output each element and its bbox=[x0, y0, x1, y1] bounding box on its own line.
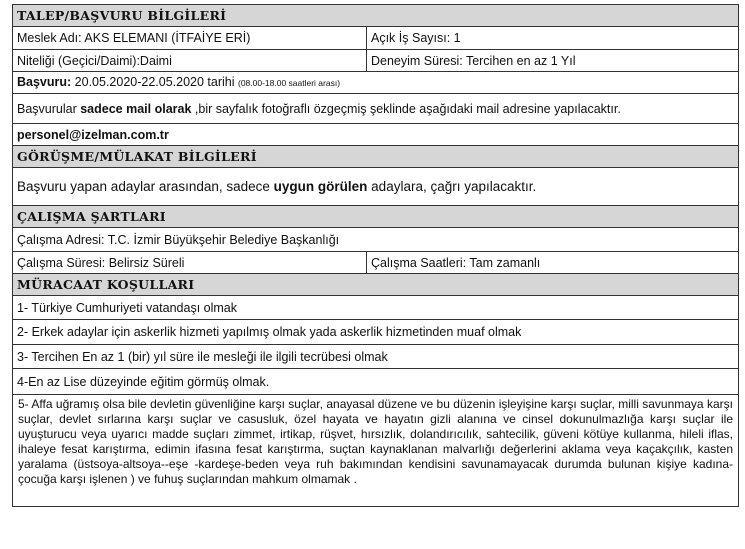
gorusme-text-pre: Başvuru yapan adaylar arasından, sadece bbox=[17, 178, 274, 194]
section-header-gorusme: GÖRÜŞME/MÜLAKAT BİLGİLERİ bbox=[13, 146, 739, 168]
basvuru-hours: (08.00-18.00 saatleri arası) bbox=[237, 78, 341, 88]
muracaat-item-2: 2- Erkek adaylar için askerlik hizmeti yapılmış olmak yada askerlik hizmetinden muaf olmak bbox=[13, 320, 739, 345]
basvurular-row bbox=[13, 94, 739, 124]
section-header-calisma: ÇALIŞMA ŞARTLARI bbox=[13, 206, 739, 228]
basvuru-label: Başvuru: bbox=[17, 75, 72, 89]
deneyim-suresi: Deneyim Süresi: Tercihen en az 1 Yıl bbox=[367, 50, 739, 72]
email-address: personel@izelman.com.tr bbox=[13, 124, 739, 146]
meslek-adi: Meslek Adı: AKS ELEMANI (İTFAİYE ERİ) bbox=[13, 27, 367, 50]
calisma-saatleri: Çalışma Saatleri: Tam zamanlı bbox=[367, 252, 739, 274]
basvurular-text-bold: sadece mail olarak bbox=[80, 101, 192, 116]
niteligi: Niteliği (Geçici/Daimi):Daimi bbox=[13, 50, 367, 72]
basvuru-row bbox=[13, 72, 739, 94]
gorusme-text-bold: uygun görülen bbox=[273, 178, 368, 194]
gorusme-text-post: adaylara, çağrı yapılacaktır. bbox=[367, 178, 537, 194]
section-header-muracaat: MÜRACAAT KOŞULLARI bbox=[13, 274, 739, 296]
muracaat-item-3: 3- Tercihen En az 1 (bir) yıl süre ile mesleği ile ilgili tecrübesi olmak bbox=[13, 345, 739, 369]
acik-is-sayisi: Açık İş Sayısı: 1 bbox=[367, 27, 739, 50]
muracaat-item-5: 5- Affa uğramış olsa bile devletin güvenliğine karşı suçlar, anayasal düzene ve bu düzenin işleyişine karşı suçlar, milli savunmaya karşı suçlar, devlet sırlarına karşı suçlar ve casusluk, özel hayata ve hayatın gizli alanına ve cinsel dokunulmazlığa karşı suçlar ile uyuşturucu veya uyarıcı madde suçları zimmet, irtikap, rüşvet, hırsızlık, dolandırıcılık, sahtecilik, güveni kötüye kullanma, hileli iflas, ihaleye fesat karıştırma, edimin ifasına fesat karıştırma, suçtan kaynaklanan malvarlığı değerlerini aklama veya kaçakçılık, kasten yaralama (üstsoya-altsoya--eşe -kardeşe-beden veya ruh bakımından kendisini savunamayacak durumda bulunan kişiye kadına- çocuğa karşı işlenen ) ve fuhuş suçlarından mahkum olmamak . bbox=[13, 395, 739, 507]
muracaat-item-1: 1- Türkiye Cumhuriyeti vatandaşı olmak bbox=[13, 296, 739, 320]
basvurular-text-pre: Başvurular bbox=[17, 101, 81, 116]
section-header-talep: TALEP/BAŞVURU BİLGİLERİ bbox=[13, 5, 739, 27]
muracaat-item-4: 4-En az Lise düzeyinde eğitim görmüş olmak. bbox=[13, 369, 739, 395]
basvuru-dates: 20.05.2020-22.05.2020 tarihi bbox=[71, 75, 238, 89]
job-posting-table bbox=[12, 4, 739, 507]
basvurular-text-post: ,bir sayfalık fotoğraflı özgeçmiş şeklinde aşağıdaki mail adresine yapılacaktır. bbox=[191, 101, 621, 116]
calisma-adresi: Çalışma Adresi: T.C. İzmir Büyükşehir Belediye Başkanlığı bbox=[13, 228, 739, 252]
gorusme-row bbox=[13, 168, 739, 206]
job-posting-document bbox=[12, 4, 738, 507]
calisma-suresi: Çalışma Süresi: Belirsiz Süreli bbox=[13, 252, 367, 274]
